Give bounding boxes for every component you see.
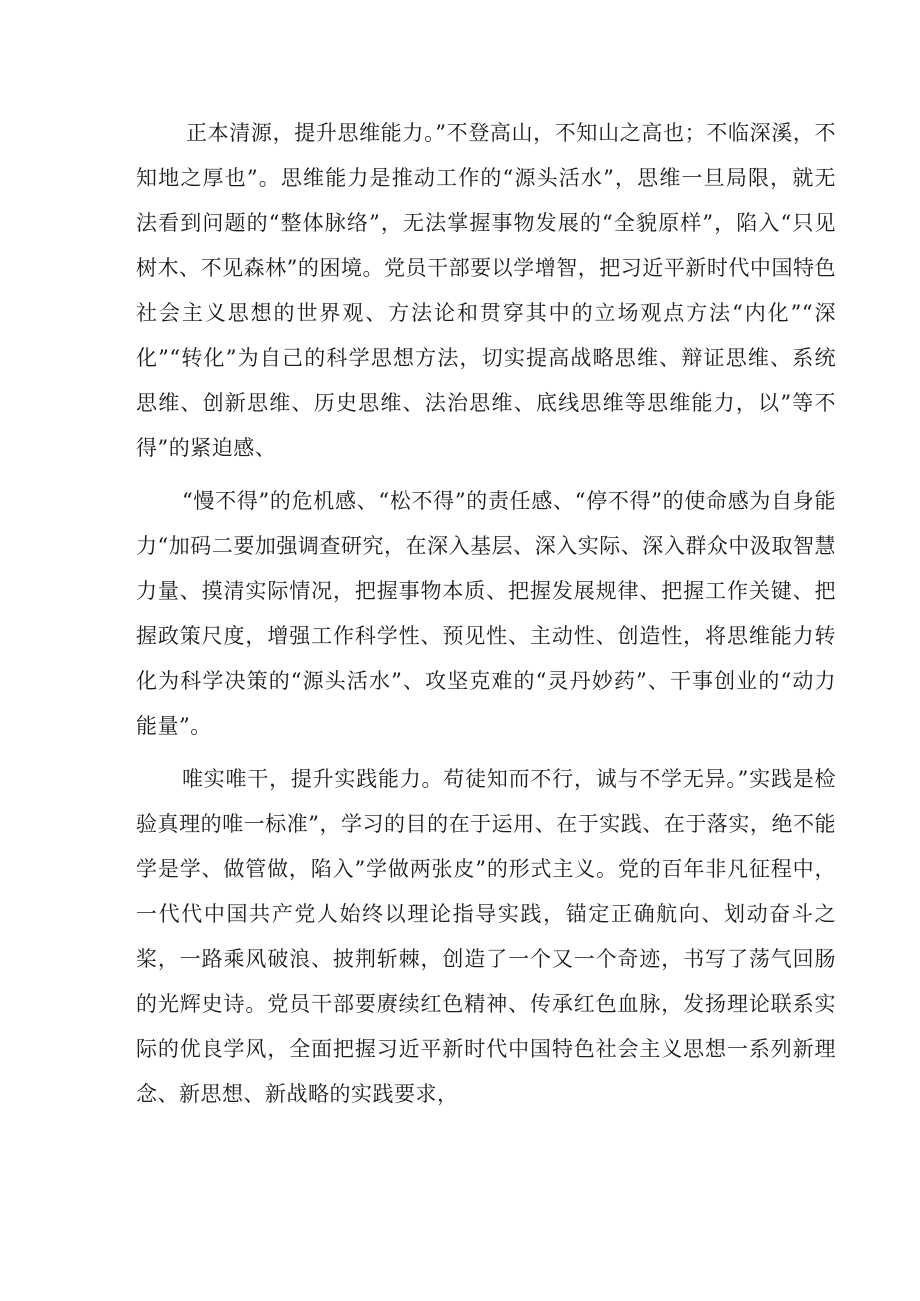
paragraph-research: “慢不得”的危机感、“松不得”的责任感、“停不得”的使命感为自身能力“加码二要加强调查研究，在深入基层、深入实际、深入群众中汲取智慧力量、摸清实际情况，把握事物本质、把握发展规律、把握工作关键、把握政策尺度，增强工作科学性、预见性、主动性、创造性，将思维能力转化为科学决策的“源头活水”、攻坚克难的“灵丹妙药”、干事创业的“动力能量”。: [136, 489, 836, 738]
document-body: [136, 111, 836, 1117]
paragraph-practice-ability: 唯实唯干，提升实践能力。苟徒知而不行，诚与不学无异。”实践是检验真理的唯一标准”，学习的目的在于运用、在于实践、在于落实，绝不能学是学、做管做，陷入”学做两张皮”的形式主义。党的百年非凡征程中，一代代中国共产党人始终以理论指导实践，锚定正确航向、划动奋斗之桨，一路乘风破浪、披荆斩棘，创造了一个又一个奇迹，书写了荡气回肠的光辉史诗。党员干部要赓续红色精神、传承红色血脉，发扬理论联系实际的优良学风，全面把握习近平新时代中国特色社会主义思想一系列新理念、新思想、新战略的实践要求，: [136, 767, 836, 1106]
paragraph-thinking-ability: 正本清源，提升思维能力。”不登高山，不知山之高也；不临深溪，不知地之厚也”。思维能力是推动工作的“源头活水”，思维一旦局限，就无法看到问题的“整体脉络”，无法掌握事物发展的“全貌原样”，陷入“只见树木、不见森林”的困境。党员干部要以学增智，把习近平新时代中国特色社会主义思想的世界观、方法论和贯穿其中的立场观点方法“内化”“深化”“转化”为自己的科学思想方法，切实提高战略思维、辩证思维、系统思维、创新思维、历史思维、法治思维、底线思维等思维能力，以”等不得”的紧迫感、: [136, 121, 836, 460]
